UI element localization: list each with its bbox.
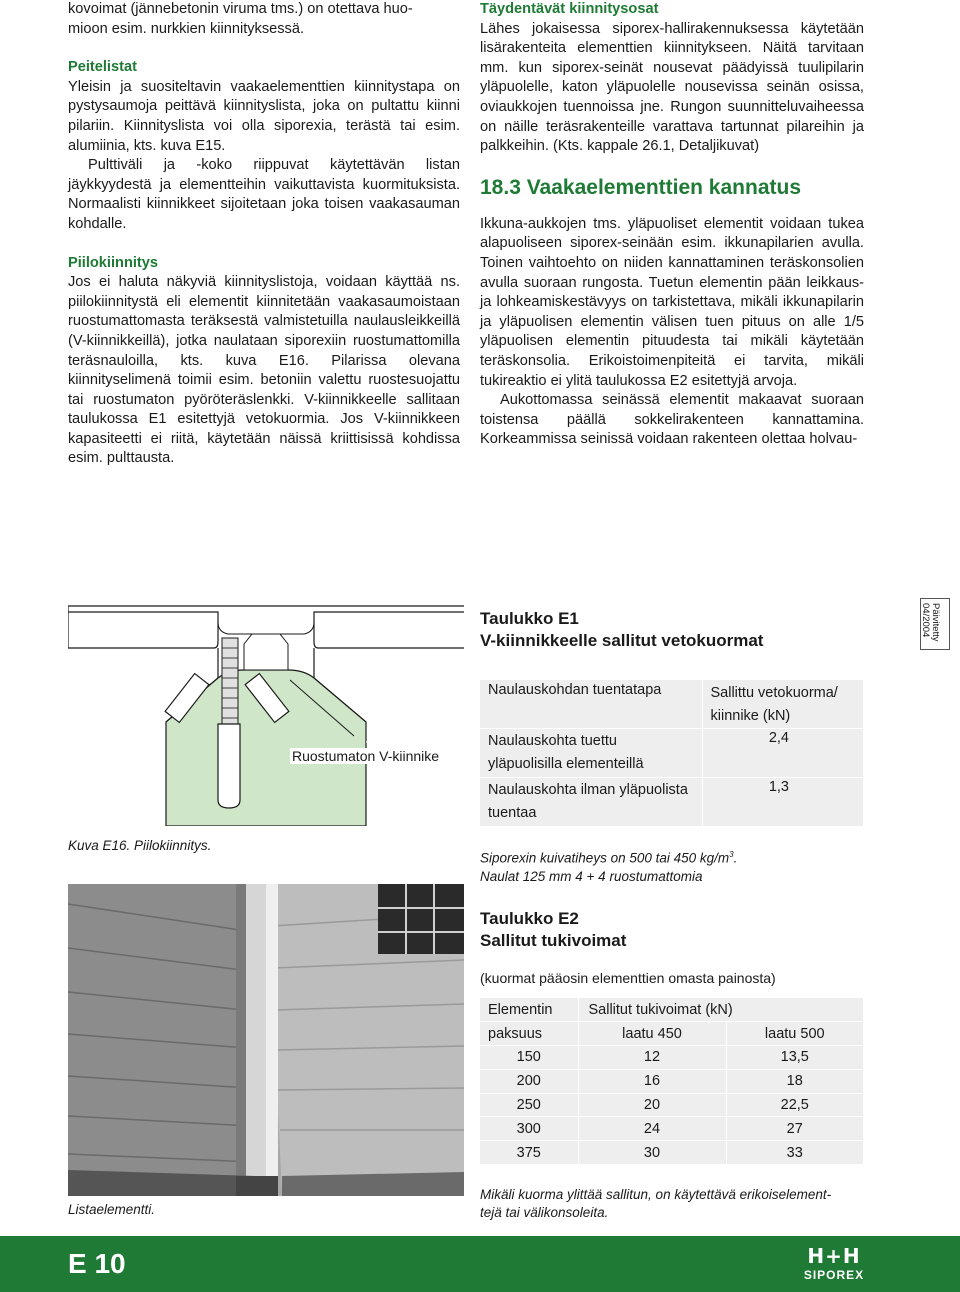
peitelistat-paragraph-1: Yleisin ja suositeltavin vaakaelementtien kiinnitystapa on pystysaumoja peittävä kiinnityslista, joka on pultattu kiinni pilariin. Kiinnityslista voi olla siporexia, terästä tai esim. alumiinia, kts. kuva E15. (68, 78, 460, 154)
v-fastener-body (218, 724, 240, 808)
table-row (480, 1022, 864, 1046)
table-row (480, 778, 864, 827)
peitelistat-paragraph-2: Pulttiväli ja -koko riippuvat käytettävän listan jäykkyydestä ja elementteihin vaikuttavista kuormituksista. Normaalisti kiinnikkeet sijoitetaan joka toisen vaakasauman kohdalle. (68, 157, 460, 232)
page-footer (0, 1236, 960, 1292)
table-e2-note (480, 1186, 831, 1222)
left-column (68, 0, 460, 469)
table-row (480, 729, 864, 778)
siporex-logo (802, 1244, 866, 1286)
building-corner-image (68, 884, 464, 1196)
updated-tag (920, 598, 950, 650)
table-e2-cell: 16 (578, 1069, 726, 1093)
peitelistat-heading: Peitelistat (68, 59, 137, 76)
table-e1-note-text: Siporexin kuivatiheys on 500 tai 450 kg/m (480, 850, 730, 866)
table-e2-cell: 200 (480, 1069, 578, 1093)
table-e2-header-thickness-2: paksuus (480, 1022, 578, 1046)
table-e2-subtitle: (kuormat pääosin elementtien omasta painosta) (480, 970, 776, 986)
table-e2-header-group: Sallitut tukivoimat (kN) (578, 998, 864, 1022)
table-e1-header-support: Naulauskohdan tuentatapa (480, 680, 702, 729)
section-heading-18-3: 18.3 Vaakaelementtien kannatus (480, 175, 801, 199)
table-row (480, 1093, 864, 1117)
table-row (480, 998, 864, 1022)
table-e2-cell: 300 (480, 1117, 578, 1141)
piilokiinnitys-heading: Piilokiinnitys (68, 254, 159, 271)
table-e2-cell: 22,5 (726, 1093, 864, 1117)
table-e1-note-line-2: Naulat 125 mm 4 + 4 ruostumattomia (480, 868, 703, 884)
table-e2-cell: 20 (578, 1093, 726, 1117)
table-e2-cell: 30 (578, 1141, 726, 1165)
table-e1-header-load: Sallittu vetokuorma/ kiinnike (kN) (702, 680, 864, 729)
table-e2-title (480, 908, 626, 952)
kannatus-paragraph-2: Aukottomassa seinässä elementit makaavat suoraan toistensa päällä sokkelirakenteen kannattamina. Korkeammissa seinissä voidaan rakenteen olettaa holvau- (480, 392, 864, 448)
table-e1-title-line-2: V-kiinnikkeelle sallitut vetokuormat (480, 631, 764, 650)
table-e1-title (480, 608, 763, 652)
upper-element-left (68, 606, 218, 648)
table-e1-cell-support: Naulauskohta ilman yläpuolista tuentaa (480, 778, 702, 827)
table-e2-cell: 24 (578, 1117, 726, 1141)
table-e2-cell: 12 (578, 1046, 726, 1070)
page-number: E 10 (68, 1248, 126, 1279)
photo-caption: Listaelementti. (68, 1202, 156, 1217)
table-e2-header-thickness-1: Elementin (480, 998, 578, 1022)
table-e2-note-line-2: tejä tai välikonsoleita. (480, 1205, 609, 1220)
table-e2-cell: 250 (480, 1093, 578, 1117)
table-e1-note-period: . (733, 850, 738, 866)
updated-tag-label: Päivitetty (930, 603, 941, 642)
taydentavat-paragraph: Lähes jokaisessa siporex-hallirakennuksessa käytetään lisärakenteita elementtien kiinnitykseen. Näitä tarvitaan mm. kun siporex-seinät nousevat päädyissä tuulipilarin yläpuolelle, katon yläpuolelle nousevissa seinän osissa, oviaukkojen tuennoissa jne. Rungon suunnitteluvaiheessa on näille teräsrakenteille varattava tartunnat pilareihin ja palkkeihin. (Kts. kappale 26.1, Detaljikuvat) (480, 20, 864, 155)
table-e1-cell-support: Naulauskohta tuettu yläpuolisilla elementeillä (480, 729, 702, 778)
intro-line-1: kovoimat (jännebetonin viruma tms.) on otettava huo- (68, 1, 413, 17)
intro-line-2: mioon esim. nurkkien kiinnityksessä. (68, 20, 305, 37)
table-row (480, 1046, 864, 1070)
table-e2 (480, 998, 864, 1165)
v-fastener-label: Ruostumaton V-kiinnike (292, 748, 440, 764)
table-e2-title-line-1: Taulukko E2 (480, 909, 579, 928)
table-row (480, 1069, 864, 1093)
hh-logo-mark: H+H (807, 1244, 861, 1268)
table-e1-note-superscript: 3 (729, 850, 734, 859)
table-e2-header-450: laatu 450 (578, 1022, 726, 1046)
table-e2-title-line-2: Sallitut tukivoimat (480, 931, 627, 950)
table-e2-header-500: laatu 500 (726, 1022, 864, 1046)
table-e1-note (480, 846, 737, 886)
updated-tag-date: 04/2004 (920, 603, 931, 638)
table-e2-cell: 27 (726, 1117, 864, 1141)
right-column (480, 0, 864, 450)
kannatus-paragraph-1: Ikkuna-aukkojen tms. yläpuoliset elementit voidaan tukea alapuoliseen siporex-seinään esim. ikkunapilarien avulla. Toinen vaihtoehto on niiden kannattaminen teräskonsolien avulla suoraan rungosta. Tuetun elementin pään leikkaus- ja lohkeamiskestävyys on tarkistettava, mikäli ikkunapilarin ja yläpuolisen elementin välisen tuen pituus on alle 1/5 yläpuolisen elementin pituudesta tai mikäli käytetään teräskonsolia. Erikoistoimenpiteitä ei tarvita, mikäli tukireaktio ei ylitä taulukossa E2 esitettyjä arvoja. (480, 215, 864, 389)
steel-loop-bar (222, 638, 238, 734)
figure-e16-diagram (68, 604, 464, 826)
table-row (480, 1141, 864, 1165)
table-e2-cell: 13,5 (726, 1046, 864, 1070)
siporex-wordmark: SIPOREX (803, 1268, 865, 1282)
table-e1-title-line-1: Taulukko E1 (480, 609, 579, 628)
table-e2-cell: 375 (480, 1141, 578, 1165)
table-e1-note-line-1 (480, 846, 737, 868)
table-e2-cell: 33 (726, 1141, 864, 1165)
building-photo (68, 884, 464, 1196)
table-e1-cell-load: 1,3 (702, 778, 864, 827)
upper-element-right (314, 612, 464, 648)
table-e2-cell: 150 (480, 1046, 578, 1070)
table-e1 (480, 680, 864, 827)
table-e2-cell: 18 (726, 1069, 864, 1093)
table-e2-note-line-1: Mikäli kuorma ylittää sallitun, on käytettävä erikoiselement- (480, 1187, 832, 1202)
v-fastener-drawing (68, 604, 464, 826)
figure-e16-caption: Kuva E16. Piilokiinnitys. (68, 838, 212, 853)
taydentavat-heading: Täydentävät kiinnitysosat (480, 1, 659, 17)
table-e1-cell-load: 2,4 (702, 729, 864, 778)
table-row (480, 1117, 864, 1141)
piilokiinnitys-paragraph: Jos ei haluta näkyviä kiinnityslistoja, voidaan käyttää ns. piilokiinnitystä eli elementit kiinnitetään vaakasaumoistaan ruostumattomasta teräksestä valmistetuilla naulausleikkeillä (V-kiinnikkeillä), jotka naulataan siporexiin ruostumattomilla teräsnauloilla, kts. kuva E16. Pilarissa olevana kiinnityselimenä toimii esim. betoniin valettu ruostesuojattu tai ruostumaton pyöröteräslenkki. V-kiinnikkeelle sallitaan taulukossa E1 esitettyjä vetokuormia. Jos V-kiinnikkeen kapasiteetti ei riitä, käytetään näissä kriittisissä kohdissa esim. pulttausta. (68, 274, 460, 467)
